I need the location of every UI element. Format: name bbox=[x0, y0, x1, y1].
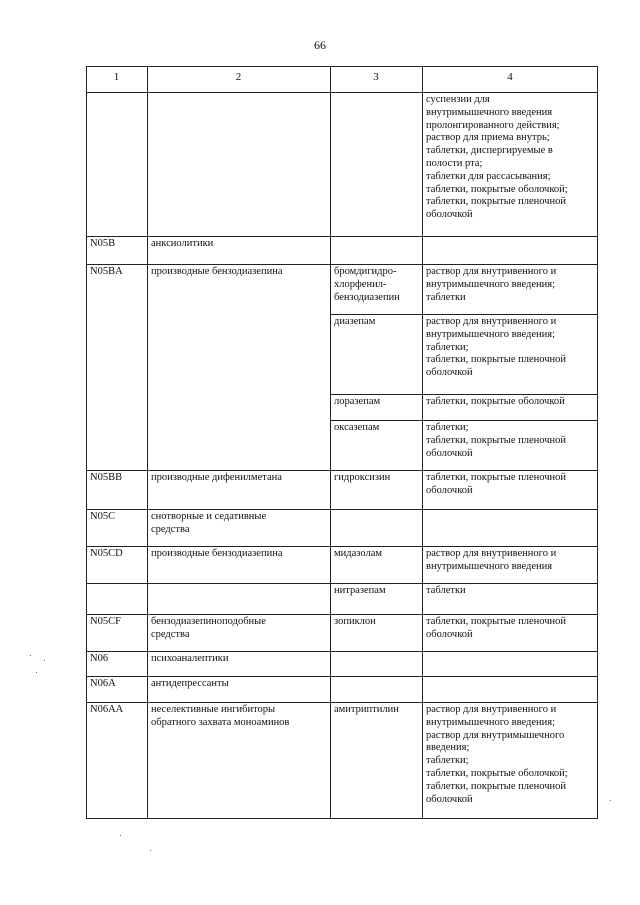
table-rule bbox=[330, 394, 422, 395]
scan-speck bbox=[30, 655, 31, 656]
table-rule bbox=[147, 676, 330, 677]
table-rule bbox=[147, 702, 330, 703]
forms-cell: таблетки; таблетки, покрытые пленочной оболочкой bbox=[426, 422, 567, 459]
code-cell: N06A bbox=[90, 678, 116, 689]
group-cell: антидепрессанты bbox=[151, 678, 229, 689]
forms-cell bbox=[422, 236, 598, 264]
drug-cell: диазепам bbox=[334, 316, 376, 327]
group-cell: производные бензодиазепина bbox=[151, 548, 283, 559]
table-rule bbox=[147, 236, 330, 237]
forms-cell: раствор для внутривенного и внутримышечного введения; таблетки bbox=[426, 266, 557, 303]
forms-cell: таблетки, покрытые оболочкой bbox=[426, 396, 565, 407]
code-cell bbox=[86, 583, 147, 614]
table-rule bbox=[86, 702, 147, 703]
table-rule bbox=[330, 236, 422, 237]
table-rule bbox=[330, 470, 422, 471]
group-cell: анксиолитики bbox=[151, 238, 214, 249]
forms-cell: раствор для внутривенного и внутримышечного введения; таблетки; таблетки, покрытые пленочной оболочкой bbox=[426, 316, 567, 379]
table-rule bbox=[422, 651, 598, 652]
table-rule bbox=[86, 92, 598, 93]
table-rule bbox=[422, 264, 598, 265]
forms-cell: суспензии для внутримышечного введения пролонгированного действия; раствор для приема внутрь; таблетки, диспергируемые в полости рта; таблетки для рассасывания; таблетки, покрытые оболочкой; таблетки, покрытые пленочной оболочкой bbox=[426, 94, 568, 221]
drug-cell: лоразепам bbox=[334, 396, 381, 407]
table-rule bbox=[147, 614, 330, 615]
group-cell: производные бензодиазепина bbox=[151, 266, 283, 277]
forms-cell: раствор для внутривенного и внутримышечного введения; раствор для внутримышечного введения; таблетки; таблетки, покрытые оболочкой; таблетки, покрытые пленочной оболочкой bbox=[426, 704, 568, 805]
forms-cell: таблетки bbox=[426, 585, 466, 596]
group-cell: неселективные ингибиторы обратного захвата моноаминов bbox=[151, 704, 290, 728]
scan-speck bbox=[120, 835, 121, 836]
forms-cell: таблетки, покрытые пленочной оболочкой bbox=[426, 616, 567, 640]
table-rule bbox=[86, 546, 147, 547]
table-rule bbox=[330, 264, 422, 265]
drug-cell bbox=[330, 651, 422, 676]
forms-cell: таблетки, покрытые пленочной оболочкой bbox=[426, 472, 567, 496]
table-rule bbox=[330, 509, 422, 510]
drug-cell bbox=[330, 676, 422, 702]
table-rule bbox=[86, 470, 147, 471]
code-cell bbox=[86, 92, 147, 236]
table-rule bbox=[86, 676, 147, 677]
code-cell: N05C bbox=[90, 511, 116, 522]
table-rule bbox=[147, 264, 330, 265]
drug-cell: амитриптилин bbox=[334, 704, 399, 715]
table-rule bbox=[147, 651, 330, 652]
table-rule bbox=[422, 420, 598, 421]
table-rule bbox=[330, 651, 422, 652]
scan-speck bbox=[36, 672, 37, 673]
drug-cell: бромдигидро- хлорфенил- бензодиазепин bbox=[334, 266, 400, 303]
header-col-4: 4 bbox=[507, 71, 513, 83]
table-rule bbox=[422, 583, 598, 584]
table-rule bbox=[422, 314, 598, 315]
group-cell: производные дифенилметана bbox=[151, 472, 282, 483]
table-rule bbox=[330, 614, 422, 615]
table-rule bbox=[86, 236, 147, 237]
scan-speck bbox=[610, 800, 611, 801]
drug-cell bbox=[330, 509, 422, 546]
table-rule bbox=[330, 420, 422, 421]
table-rule bbox=[147, 66, 148, 818]
forms-cell: раствор для внутривенного и внутримышечного введения bbox=[426, 548, 557, 572]
table-rule bbox=[422, 702, 598, 703]
table-rule bbox=[422, 470, 598, 471]
group-cell bbox=[147, 92, 330, 236]
table-rule bbox=[86, 651, 147, 652]
group-cell: снотворные и седативные средства bbox=[151, 511, 267, 535]
group-cell: психоаналептики bbox=[151, 653, 229, 664]
forms-cell bbox=[422, 509, 598, 546]
table-rule bbox=[330, 66, 331, 818]
group-cell bbox=[147, 583, 330, 614]
table-rule bbox=[86, 509, 147, 510]
header-col-1: 1 bbox=[113, 71, 120, 83]
forms-cell bbox=[422, 651, 598, 676]
table-rule bbox=[147, 470, 330, 471]
table-rule bbox=[86, 66, 598, 67]
code-cell: N05CD bbox=[90, 548, 123, 559]
code-cell: N06AA bbox=[90, 704, 124, 715]
forms-cell bbox=[422, 676, 598, 702]
code-cell: N06 bbox=[90, 653, 109, 664]
table-rule bbox=[422, 614, 598, 615]
code-cell: N05BB bbox=[90, 472, 123, 483]
table-rule bbox=[422, 236, 598, 237]
table-rule bbox=[422, 66, 423, 818]
table-rule bbox=[147, 583, 330, 584]
table-rule bbox=[330, 314, 422, 315]
table-rule bbox=[422, 509, 598, 510]
header-col-3: 3 bbox=[373, 71, 379, 83]
code-cell: N05CF bbox=[90, 616, 121, 627]
scan-speck bbox=[150, 850, 151, 851]
table-rule bbox=[330, 702, 422, 703]
drug-cell bbox=[330, 236, 422, 264]
table-rule bbox=[422, 676, 598, 677]
table-rule bbox=[86, 66, 87, 819]
drug-cell: гидроксизин bbox=[334, 472, 391, 483]
table-rule bbox=[597, 66, 598, 819]
code-cell: N05BA bbox=[90, 266, 123, 277]
page-number: 66 bbox=[314, 38, 326, 52]
code-cell: N05B bbox=[90, 238, 116, 249]
table-rule bbox=[330, 546, 422, 547]
group-cell: бензодиазепиноподобные средства bbox=[151, 616, 266, 640]
table-rule bbox=[147, 546, 330, 547]
table-rule bbox=[147, 509, 330, 510]
header-col-2: 2 bbox=[235, 71, 242, 83]
table-rule bbox=[422, 394, 598, 395]
drug-cell: оксазепам bbox=[334, 422, 380, 433]
table-rule bbox=[86, 614, 147, 615]
table-rule bbox=[86, 583, 147, 584]
table-rule bbox=[86, 818, 598, 819]
table-rule bbox=[422, 546, 598, 547]
table-rule bbox=[330, 676, 422, 677]
table-rule bbox=[330, 583, 422, 584]
drug-cell: мидазолам bbox=[334, 548, 383, 559]
drug-cell bbox=[330, 92, 422, 236]
table-rule bbox=[86, 264, 147, 265]
drug-cell: нитразепам bbox=[334, 585, 386, 596]
scan-speck bbox=[44, 660, 45, 661]
drug-cell: зопиклон bbox=[334, 616, 376, 627]
